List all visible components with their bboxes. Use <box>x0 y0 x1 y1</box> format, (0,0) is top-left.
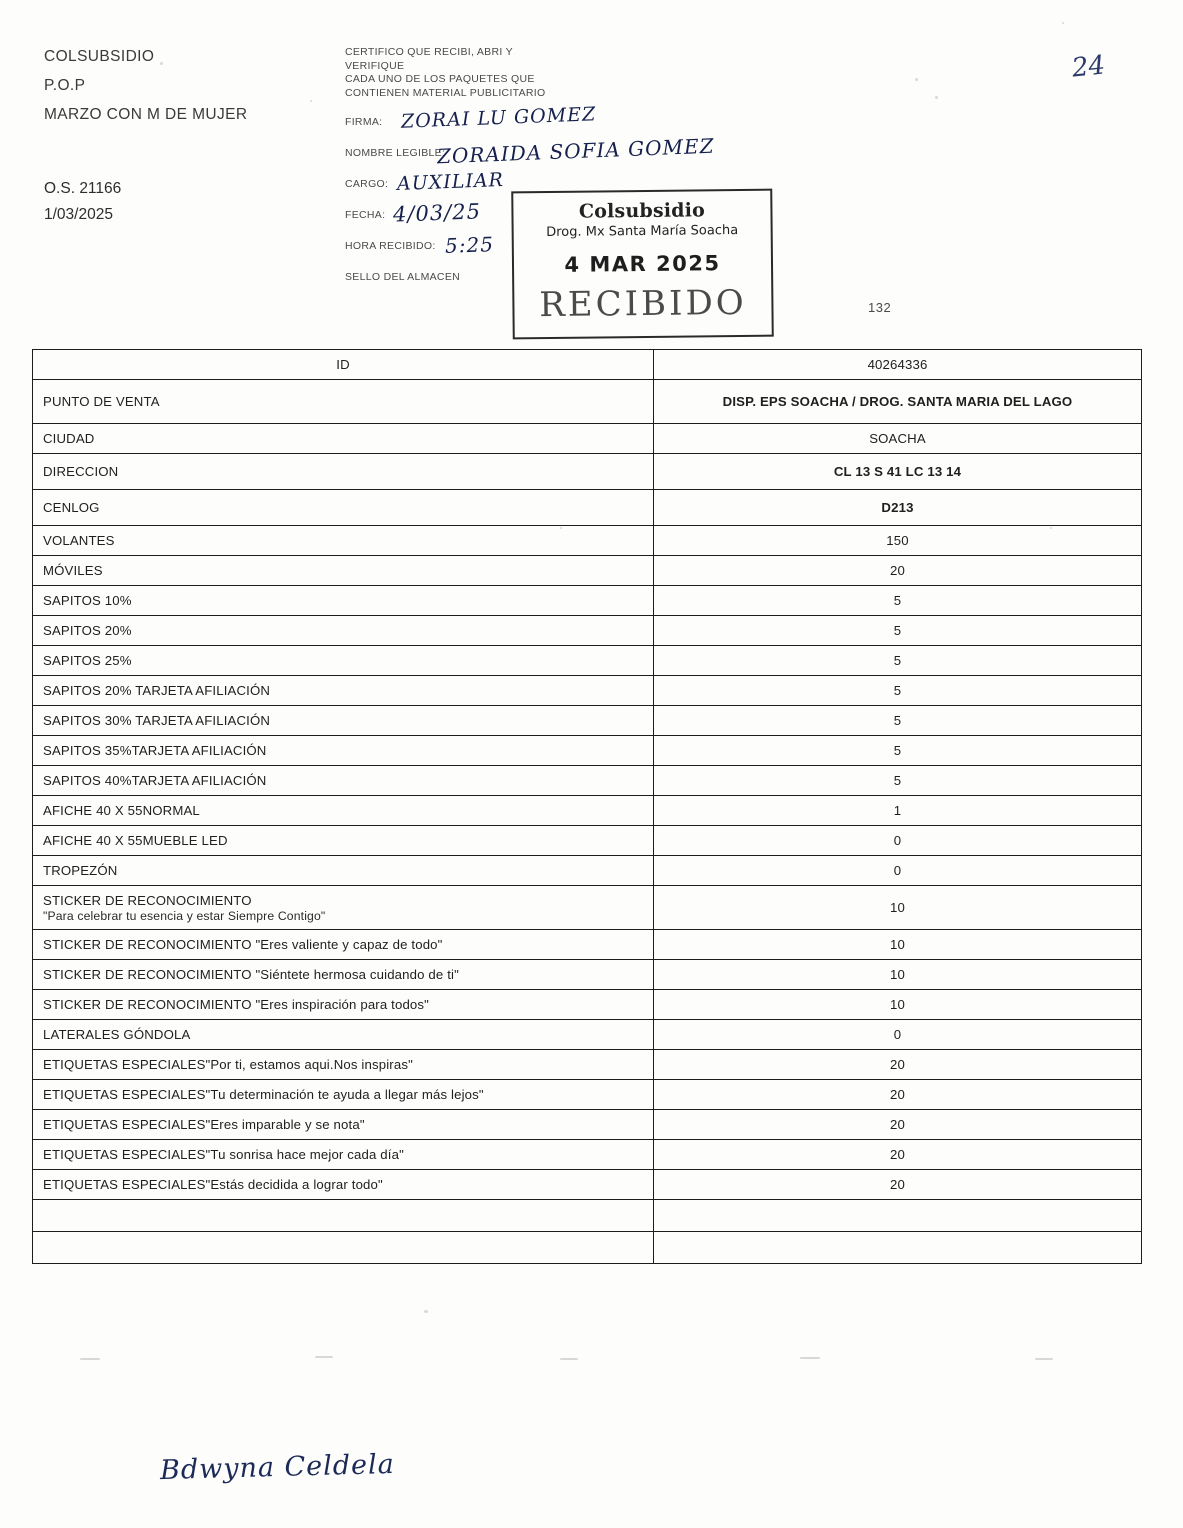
company-header <box>44 42 334 129</box>
id-value: 40264336 <box>654 350 1142 380</box>
row-value: 10 <box>654 960 1142 990</box>
table-row <box>33 886 1142 930</box>
side-code: 132 <box>868 300 892 315</box>
table-row <box>33 616 1142 646</box>
row-value: 1 <box>654 796 1142 826</box>
row-label: STICKER DE RECONOCIMIENTO "Para celebrar tu esencia y estar Siempre Contigo" <box>33 886 654 930</box>
row-value: 10 <box>654 930 1142 960</box>
row-label: STICKER DE RECONOCIMIENTO "Eres valiente y capaz de todo" <box>33 930 654 960</box>
table-row <box>33 1140 1142 1170</box>
row-label: VOLANTES <box>33 526 654 556</box>
field-firma-label: FIRMA: <box>345 116 383 128</box>
stamp-date: 4 MAR 2025 <box>564 251 721 277</box>
row-value: 20 <box>654 1050 1142 1080</box>
row-value: 20 <box>654 1170 1142 1200</box>
stamp-received-text: RECIBIDO <box>538 282 747 326</box>
id-label: ID <box>33 350 654 380</box>
certificate-text <box>345 46 675 100</box>
certificate-line-1: CERTIFICO QUE RECIBI, ABRI Y <box>345 46 513 58</box>
row-value: SOACHA <box>654 424 1142 454</box>
table-row <box>33 454 1142 490</box>
row-label: SAPITOS 25% <box>33 646 654 676</box>
field-nombre-value: ZORAIDA SOFIA GOMEZ <box>436 133 715 169</box>
table-row <box>33 646 1142 676</box>
row-label: SAPITOS 30% TARJETA AFILIACIÓN <box>33 706 654 736</box>
row-value: 5 <box>654 706 1142 736</box>
table-row <box>33 990 1142 1020</box>
table-row <box>33 526 1142 556</box>
order-number: O.S. 21166 <box>44 180 122 197</box>
row-value: 0 <box>654 1020 1142 1050</box>
company-name: COLSUBSIDIO <box>44 48 155 65</box>
table-row <box>33 796 1142 826</box>
table-row <box>33 1050 1142 1080</box>
field-cargo-label: CARGO: <box>345 178 389 190</box>
row-value: 20 <box>654 1080 1142 1110</box>
row-value: 0 <box>654 826 1142 856</box>
row-label: SAPITOS 40%TARJETA AFILIACIÓN <box>33 766 654 796</box>
row-label: STICKER DE RECONOCIMIENTO "Siéntete hermosa cuidando de ti" <box>33 960 654 990</box>
row-label: SAPITOS 10% <box>33 586 654 616</box>
row-label: CENLOG <box>33 490 654 526</box>
field-fecha-label: FECHA: <box>345 209 386 221</box>
table-row <box>33 1170 1142 1200</box>
row-value: 150 <box>654 526 1142 556</box>
row-label: ETIQUETAS ESPECIALES"Tu sonrisa hace mejor cada día" <box>33 1140 654 1170</box>
table-row <box>33 1232 1142 1264</box>
row-value: 20 <box>654 1110 1142 1140</box>
field-hora-value: 5:25 <box>444 232 495 258</box>
row-label: AFICHE 40 X 55MUEBLE LED <box>33 826 654 856</box>
row-label <box>33 1232 654 1264</box>
row-label: TROPEZÓN <box>33 856 654 886</box>
table-row <box>33 424 1142 454</box>
certificate-line-2: VERIFIQUE <box>345 59 405 72</box>
row-value: DISP. EPS SOACHA / DROG. SANTA MARIA DEL LAGO <box>654 380 1142 424</box>
stamp-branch: Drog. Mx Santa María Soacha <box>546 222 739 241</box>
document-type: P.O.P <box>44 77 86 94</box>
field-cargo-value: AUXILIAR <box>396 168 505 196</box>
row-label <box>33 1200 654 1232</box>
row-value: D213 <box>654 490 1142 526</box>
row-label: DIRECCION <box>33 454 654 490</box>
row-label: CIUDAD <box>33 424 654 454</box>
row-value: 10 <box>654 886 1142 930</box>
table-row <box>33 676 1142 706</box>
field-hora-label: HORA RECIBIDO: <box>345 240 436 252</box>
row-value: 20 <box>654 1140 1142 1170</box>
table-row <box>33 556 1142 586</box>
row-label: STICKER DE RECONOCIMIENTO "Eres inspiración para todos" <box>33 990 654 1020</box>
row-value: 5 <box>654 736 1142 766</box>
table-row <box>33 736 1142 766</box>
row-value: 0 <box>654 856 1142 886</box>
row-label: SAPITOS 35%TARJETA AFILIACIÓN <box>33 736 654 766</box>
row-label: PUNTO DE VENTA <box>33 380 654 424</box>
row-value: 5 <box>654 766 1142 796</box>
material-table <box>32 349 1142 1264</box>
row-value: 5 <box>654 616 1142 646</box>
table-row <box>33 930 1142 960</box>
page-number-handwritten: 24 <box>1070 50 1107 84</box>
row-label: SAPITOS 20% TARJETA AFILIACIÓN <box>33 676 654 706</box>
certificate-line-4: CONTIENEN MATERIAL PUBLICITARIO <box>345 86 546 99</box>
row-label: LATERALES GÓNDOLA <box>33 1020 654 1050</box>
table-row-id <box>33 350 1142 380</box>
table-row <box>33 380 1142 424</box>
row-label: MÓVILES <box>33 556 654 586</box>
table-row <box>33 826 1142 856</box>
row-value: 20 <box>654 556 1142 586</box>
table-row <box>33 1020 1142 1050</box>
row-value <box>654 1200 1142 1232</box>
row-label: AFICHE 40 X 55NORMAL <box>33 796 654 826</box>
order-date: 1/03/2025 <box>44 206 113 223</box>
footer-signature: Bdwyna Celdela <box>159 1448 396 1487</box>
field-nombre-label: NOMBRE LEGIBLE: <box>345 147 446 159</box>
row-label: ETIQUETAS ESPECIALES"Tu determinación te ayuda a llegar más lejos" <box>33 1080 654 1110</box>
row-label: SAPITOS 20% <box>33 616 654 646</box>
table-row <box>33 856 1142 886</box>
campaign-name: MARZO CON M DE MUJER <box>44 106 248 123</box>
row-label: ETIQUETAS ESPECIALES"Estás decidida a lograr todo" <box>33 1170 654 1200</box>
field-sello-label: SELLO DEL ALMACEN <box>345 271 461 283</box>
table-row <box>33 960 1142 990</box>
field-firma-value: ZORAI LU GOMEZ <box>400 103 597 133</box>
row-label-secondary: "Para celebrar tu esencia y estar Siempre Contigo" <box>43 908 326 923</box>
row-value <box>654 1232 1142 1264</box>
table-row <box>33 706 1142 736</box>
table-row <box>33 1200 1142 1232</box>
field-nombre <box>345 133 815 175</box>
table-row <box>33 1110 1142 1140</box>
row-value: 5 <box>654 676 1142 706</box>
table-row <box>33 1080 1142 1110</box>
row-label: ETIQUETAS ESPECIALES"Por ti, estamos aqui.Nos inspiras" <box>33 1050 654 1080</box>
table-row <box>33 586 1142 616</box>
order-info <box>44 176 121 228</box>
row-value: 5 <box>654 586 1142 616</box>
stamp-logo: Colsubsidio <box>578 199 706 223</box>
row-value: 5 <box>654 646 1142 676</box>
row-label: ETIQUETAS ESPECIALES"Eres imparable y se nota" <box>33 1110 654 1140</box>
row-value: CL 13 S 41 LC 13 14 <box>654 454 1142 490</box>
received-stamp <box>511 189 774 340</box>
certificate-line-3: CADA UNO DE LOS PAQUETES QUE <box>345 73 535 85</box>
row-value: 10 <box>654 990 1142 1020</box>
table-row <box>33 490 1142 526</box>
table-row <box>33 766 1142 796</box>
field-fecha-value: 4/03/25 <box>392 199 482 227</box>
